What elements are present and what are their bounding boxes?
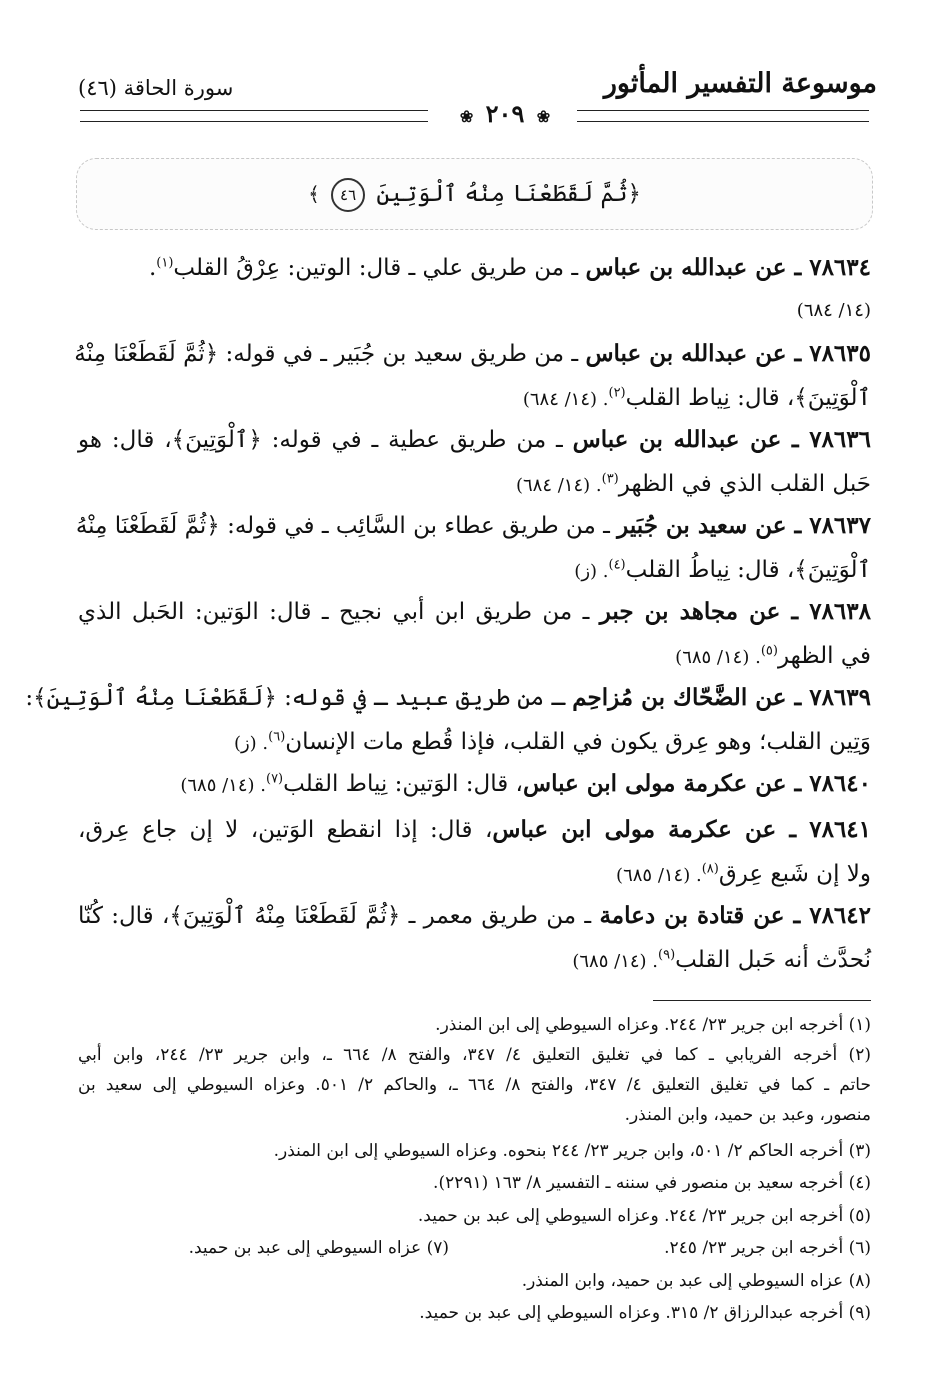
ornament-icon: ❀ [536, 107, 551, 126]
footnote-marker: (٣) [601, 471, 619, 487]
footnote: (٧) عزاه السيوطي إلى عبد بن حميد. [188, 1238, 449, 1258]
entry-line [78, 852, 871, 896]
entry-line [78, 894, 871, 938]
entry-text: ـ من طريق سعيد بن جُبَير ـ في قوله: ﴿ثُمَّ لَقَطَعْنَا مِنْهُ [74, 341, 586, 367]
reference: . (١٤/ ٦٨٥) [572, 951, 659, 972]
entry-text: ، قال: الوَتين: نِياط القلب [283, 771, 523, 797]
footnote: (٢) أخرجه الفريابي ـ كما في تغليق التعليق ٤/ ٣٤٧، والفتح ٨/ ٦٦٤ ـ، وابن جرير ٢٣/ ٢٤٤، وابن أبي [78, 1045, 871, 1065]
book-title: موسوعة التفسير المأثور [603, 68, 877, 99]
entry-text: ٱلْوَتِينَ﴾، قال: نِياطُ القلب [625, 557, 871, 583]
entry-line [78, 290, 871, 328]
header-rule-left [80, 110, 428, 122]
entry-number: ٧٨٦٣٩ ـ عن [747, 684, 871, 711]
entry-text: حَبل القلب الذي في الظهر [618, 471, 871, 497]
entry-number: ٧٨٦٣٦ ـ عن [739, 426, 871, 453]
footnote: (١) أخرجه ابن جرير ٢٣/ ٢٤٤. وعزاه السيوطي إلى ابن المنذر. [435, 1015, 871, 1035]
footnote: (٥) أخرجه ابن جرير ٢٣/ ٢٤٤. وعزاه السيوطي إلى عبد بن حميد. [417, 1206, 871, 1226]
footnote: (٦) أخرجه ابن جرير ٢٣/ ٢٤٥. [664, 1238, 871, 1258]
verse-close-bracket: ﴾ [308, 182, 320, 206]
reference: (١٤/ ٦٨٤) [796, 300, 871, 321]
entry-line [74, 332, 871, 376]
reference: . (١٤/ ٦٨٥) [616, 865, 702, 886]
footnote-marker: (٧) [265, 771, 284, 787]
entry-line [78, 376, 871, 420]
verse-text: ﴿ثُمَّ لَقَطَعْنَا مِنْهُ ٱلْوَتِينَ [376, 181, 641, 207]
footnote-separator [653, 1000, 871, 1001]
narrator-name: الضَّحّاك بن مُزاحِم [572, 684, 748, 711]
narrator-name: قتادة بن دعامة [599, 902, 745, 929]
entry-line [78, 418, 871, 462]
entry-number: ٧٨٦٤٠ ـ عن [747, 770, 871, 797]
footnote-marker: (٢) [608, 385, 626, 401]
entry-number: ٧٨٦٣٧ ـ عن [747, 512, 871, 539]
reference: . (ز) [574, 561, 609, 582]
entry-text: ـ من طريق ابن أبي نجيح ـ قال: الوَتين: الحَبل الذي [78, 599, 600, 625]
narrator-name: عبدالله بن عباس [585, 340, 748, 367]
header-rule-right [577, 110, 869, 122]
entry-line [78, 808, 871, 852]
footnote: (٤) أخرجه سعيد بن منصور في سننه ـ التفسير ٨/ ١٦٣ (٢٢٩١). [433, 1173, 871, 1193]
entry-text: ـ من طريق عطية ـ في قوله: ﴿ٱلْوَتِينَ﴾، قال: هو [78, 427, 573, 453]
entry-line [78, 590, 871, 634]
footnote: (٣) أخرجه الحاكم ٢/ ٥٠١، وابن جرير ٢٣/ ٢٤٤ بنحوه. وعزاه السيوطي إلى ابن المنذر. [273, 1141, 871, 1161]
footnote: (٨) عزاه السيوطي إلى عبد بن حميد، وابن المنذر. [521, 1271, 871, 1291]
entry-text: نُحدَّث أنه حَبل القلب [675, 947, 871, 973]
entry-number: ٧٨٦٣٨ ـ عن [738, 598, 871, 625]
page-number-block [430, 98, 580, 130]
reference: . (١٤/ ٦٨٤) [522, 389, 609, 410]
footnote-marker: (٩) [658, 947, 676, 963]
entry-line [78, 548, 871, 592]
entry-line [78, 938, 871, 982]
reference: . (١٤/ ٦٨٥) [675, 647, 761, 668]
entry-text: ـ من طريق عطاء بن السَّائِب ـ في قوله: ﴿ثُمَّ لَقَطَعْنَا مِنْهُ [75, 513, 618, 539]
entry-text: ، قال: إذا انقطع الوَتين، لا إن جاع عِرق، [78, 817, 493, 843]
narration-entry [78, 894, 871, 982]
entry-line [78, 720, 871, 764]
footnote-marker: (١) [156, 255, 174, 271]
entry-line [78, 634, 871, 678]
narration-entry [78, 808, 871, 896]
footnote-marker: (٤) [608, 557, 626, 573]
entry-text: ـ من طريق معمر ـ ﴿ثُمَّ لَقَطَعْنَا مِنْهُ ٱلْوَتِينَ﴾، قال: كُنّا [78, 903, 600, 929]
ayah-number-icon: ٤٦ [331, 178, 365, 212]
surah-title: سورة الحاقة (٤٦) [78, 76, 234, 100]
entry-line [75, 504, 871, 548]
reference: . (ز) [233, 733, 269, 754]
narration-entry [75, 504, 871, 592]
entry-line [78, 762, 871, 806]
footnote-marker: (٥) [760, 643, 778, 659]
entry-text: ٱلْوَتِينَ﴾، قال: نِياط القلب [625, 385, 871, 411]
footnote-marker: (٦) [268, 729, 286, 745]
entry-text: ـ من طريق علي ـ قال: الوتين: عِرْقُ القلب [173, 255, 586, 281]
narrator-name: عبدالله بن عباس [572, 426, 740, 453]
footnote-marker: (٨) [701, 861, 719, 877]
entry-number: ٧٨٦٣٥ ـ عن [747, 340, 871, 367]
entry-text: في الظهر [777, 643, 871, 669]
quran-verse [0, 178, 949, 212]
narrator-name: عبدالله بن عباس [585, 254, 748, 281]
narration-entry [78, 590, 871, 678]
narration-entry [74, 332, 871, 420]
entry-line [78, 246, 871, 290]
entry-line [25, 676, 871, 720]
entry-text: وَتِين القلب؛ وهو عِرق يكون في القلب، فإذا قُطع مات الإنسان [285, 729, 871, 755]
entry-text: . [148, 255, 157, 281]
entry-number: ٧٨٦٤١ ـ عن [731, 816, 872, 843]
entry-number: ٧٨٦٤٢ ـ عن [744, 902, 871, 929]
ornament-icon: ❀ [459, 107, 474, 126]
footnote: منصور، وعبد بن حميد، وابن المنذر. [624, 1105, 871, 1125]
entry-line [78, 462, 871, 506]
footnote: حاتم ـ كما في تغليق التعليق ٤/ ٣٤٧، والفتح ٨/ ٦٦٤ ـ، والحاكم ٢/ ٥٠١. وعزاه السيوطي إلى سعيد بن [78, 1075, 871, 1095]
narrator-name: عكرمة مولى ابن عباس [492, 816, 732, 843]
narrator-name: سعيد بن جُبَير [617, 512, 748, 539]
entry-text: ـ من طريق عبيد ـ في قوله: ﴿لَقَطَعْنَا مِنْهُ ٱلْوَتِينَ﴾: [25, 685, 573, 711]
entry-text: ولا إن شَبع عِرق [718, 861, 871, 887]
page-number: ٢٠٩ [485, 99, 525, 128]
footnote: (٩) أخرجه عبدالرزاق ٢/ ٣١٥. وعزاه السيوطي إلى عبد بن حميد. [419, 1303, 871, 1323]
narrator-name: مجاهد بن جبر [599, 598, 739, 625]
narration-entry [78, 762, 871, 806]
entry-number: ٧٨٦٣٤ ـ عن [747, 254, 871, 281]
narration-entry [78, 246, 871, 328]
narration-entry [25, 676, 871, 764]
narration-entry [78, 418, 871, 506]
narrator-name: عكرمة مولى ابن عباس [523, 770, 748, 797]
reference: . (١٤/ ٦٨٥) [180, 775, 266, 796]
reference: . (١٤/ ٦٨٤) [515, 475, 602, 496]
